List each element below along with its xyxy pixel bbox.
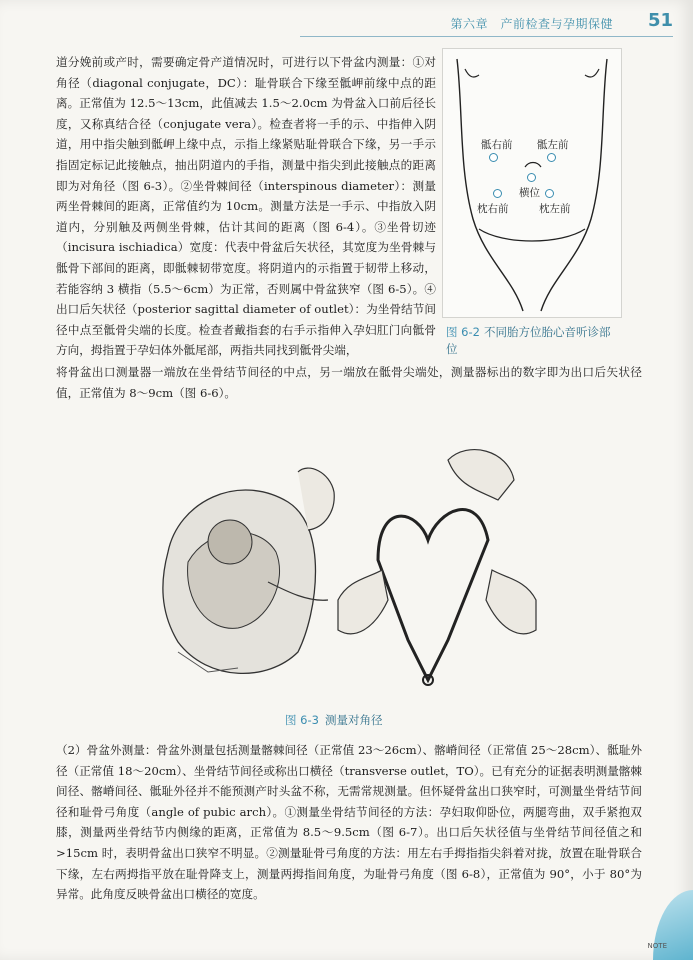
label-transverse: 横位 bbox=[519, 187, 540, 199]
pelvis-section-icon bbox=[148, 432, 344, 694]
label-left-sacral-anterior: 骶左前 bbox=[537, 139, 569, 151]
auscultation-point-icon bbox=[527, 173, 536, 182]
auscultation-point-icon bbox=[493, 189, 502, 198]
label-left-occiput-anterior: 枕左前 bbox=[539, 203, 571, 215]
auscultation-point-icon bbox=[489, 153, 498, 162]
figure-6-3-pelvimeter-illustration bbox=[328, 430, 546, 692]
page-header bbox=[300, 10, 673, 37]
pelvimeter-icon bbox=[328, 430, 546, 692]
figure-caption-text: 不同胎方位胎心音听诊部位 bbox=[446, 325, 611, 356]
label-right-occiput-anterior: 枕右前 bbox=[477, 203, 509, 215]
chapter-title: 第六章 产前检查与孕期保健 bbox=[450, 17, 613, 31]
paragraph-pelvic-external: （2）骨盆外测量：骨盆外测量包括测量髂棘间径（正常值 23～26cm）、髂嵴间径（正常值 25～28cm）、骶耻外径（正常值 18～20cm）、坐骨结节间径或称出口横径（transverse outlet，TO）。已有充分的证据表明测量髂棘间径、髂嵴间径、骶耻外径并不能预测产时头盆不称，无需常规测量。但怀疑骨盆出口狭窄时，可测量坐骨结节间径和耻骨弓角度（angle of pubic arch）。①测量坐骨结节间径的方法：孕妇取仰卧位，两腿弯曲，双手紧抱双膝，测量两坐骨结节内侧缘的距离，正常值为 8.5～9.5cm（图 6-7）。出口后矢状径值与坐骨结节间径值之和>15cm 时，表明骨盆出口狭窄不明显。②测量耻骨弓角度的方法：用左右手拇指指尖斜着对拢，放置在耻骨联合下缘，左右两拇指平放在耻骨降支上，测量两拇指间角度，为耻骨弓角度（图 6-8），正常值为 90°，小于 80°为异常。此角度反映骨盆出口横径的宽度。 bbox=[56, 743, 642, 902]
paragraph-pelvic-internal: 道分娩前或产时，需要确定骨产道情况时，可进行以下骨盆内测量：①对角径（diagonal conjugate，DC）：耻骨联合下缘至骶岬前缘中点的距离。正常值为 12.5～13cm，此值减去 1.5～2.0cm 为骨盆入口前后径长度，又称真结合径（conjugate vera）。检查者将一手的示、中指伸入阴道，用中指尖触到骶岬上缘中点，示指上缘紧贴耻骨联合下缘，另一手示指固定标记此接触点，抽出阴道内的手指，测量中指尖到此接触点的距离即为对角径（图 6-3）。②坐骨棘间径（interspinous diameter）：测量两坐骨棘间的距离，正常值约为 10cm。测量方法是一手示、中指放入阴道内，分别触及两侧坐骨棘，估计其间的距离（图 6-4）。③坐骨切迹（incisura ischiadica）宽度：代表中骨盆后矢状径，其宽度为坐骨棘与骶骨下部间的距离，即骶棘韧带宽度。将阴道内的示指置于韧带上移动，若能容纳 3 横指（5.5～6cm）为正常，否则属中骨盆狭窄（图 6-5）。④出口后矢状径（posterior sagittal diameter of outlet）：为坐骨结节间径中点至骶骨尖端的长度。检查者戴指套的右手示指伸入孕妇肛门向骶骨方向，拇指置于孕妇体外骶尾部，两指共同找到骶骨尖端， bbox=[56, 55, 436, 358]
label-right-sacral-anterior: 骶右前 bbox=[481, 139, 513, 151]
figure-6-3-caption bbox=[285, 712, 382, 728]
page-number: 51 bbox=[647, 10, 673, 31]
figure-6-2-illustration bbox=[442, 48, 622, 318]
figure-6-2-caption bbox=[446, 324, 616, 358]
figure-6-3-pelvis-illustration bbox=[148, 432, 344, 694]
auscultation-point-icon bbox=[547, 153, 556, 162]
figure-number: 图 6-3 bbox=[285, 713, 319, 727]
paragraph-pelvic-internal-cont: 将骨盆出口测量器一端放在坐骨结节间径的中点，另一端放在骶骨尖端处，测量器标出的数字即为出口后矢状径值，正常值为 8～9cm（图 6-6）。 bbox=[56, 365, 642, 400]
note-mark: NOTE bbox=[647, 942, 667, 950]
auscultation-point-icon bbox=[545, 189, 554, 198]
figure-number: 图 6-2 bbox=[446, 325, 480, 339]
figure-caption-text: 测量对角径 bbox=[324, 713, 383, 727]
abdomen-outline-icon bbox=[443, 49, 621, 317]
